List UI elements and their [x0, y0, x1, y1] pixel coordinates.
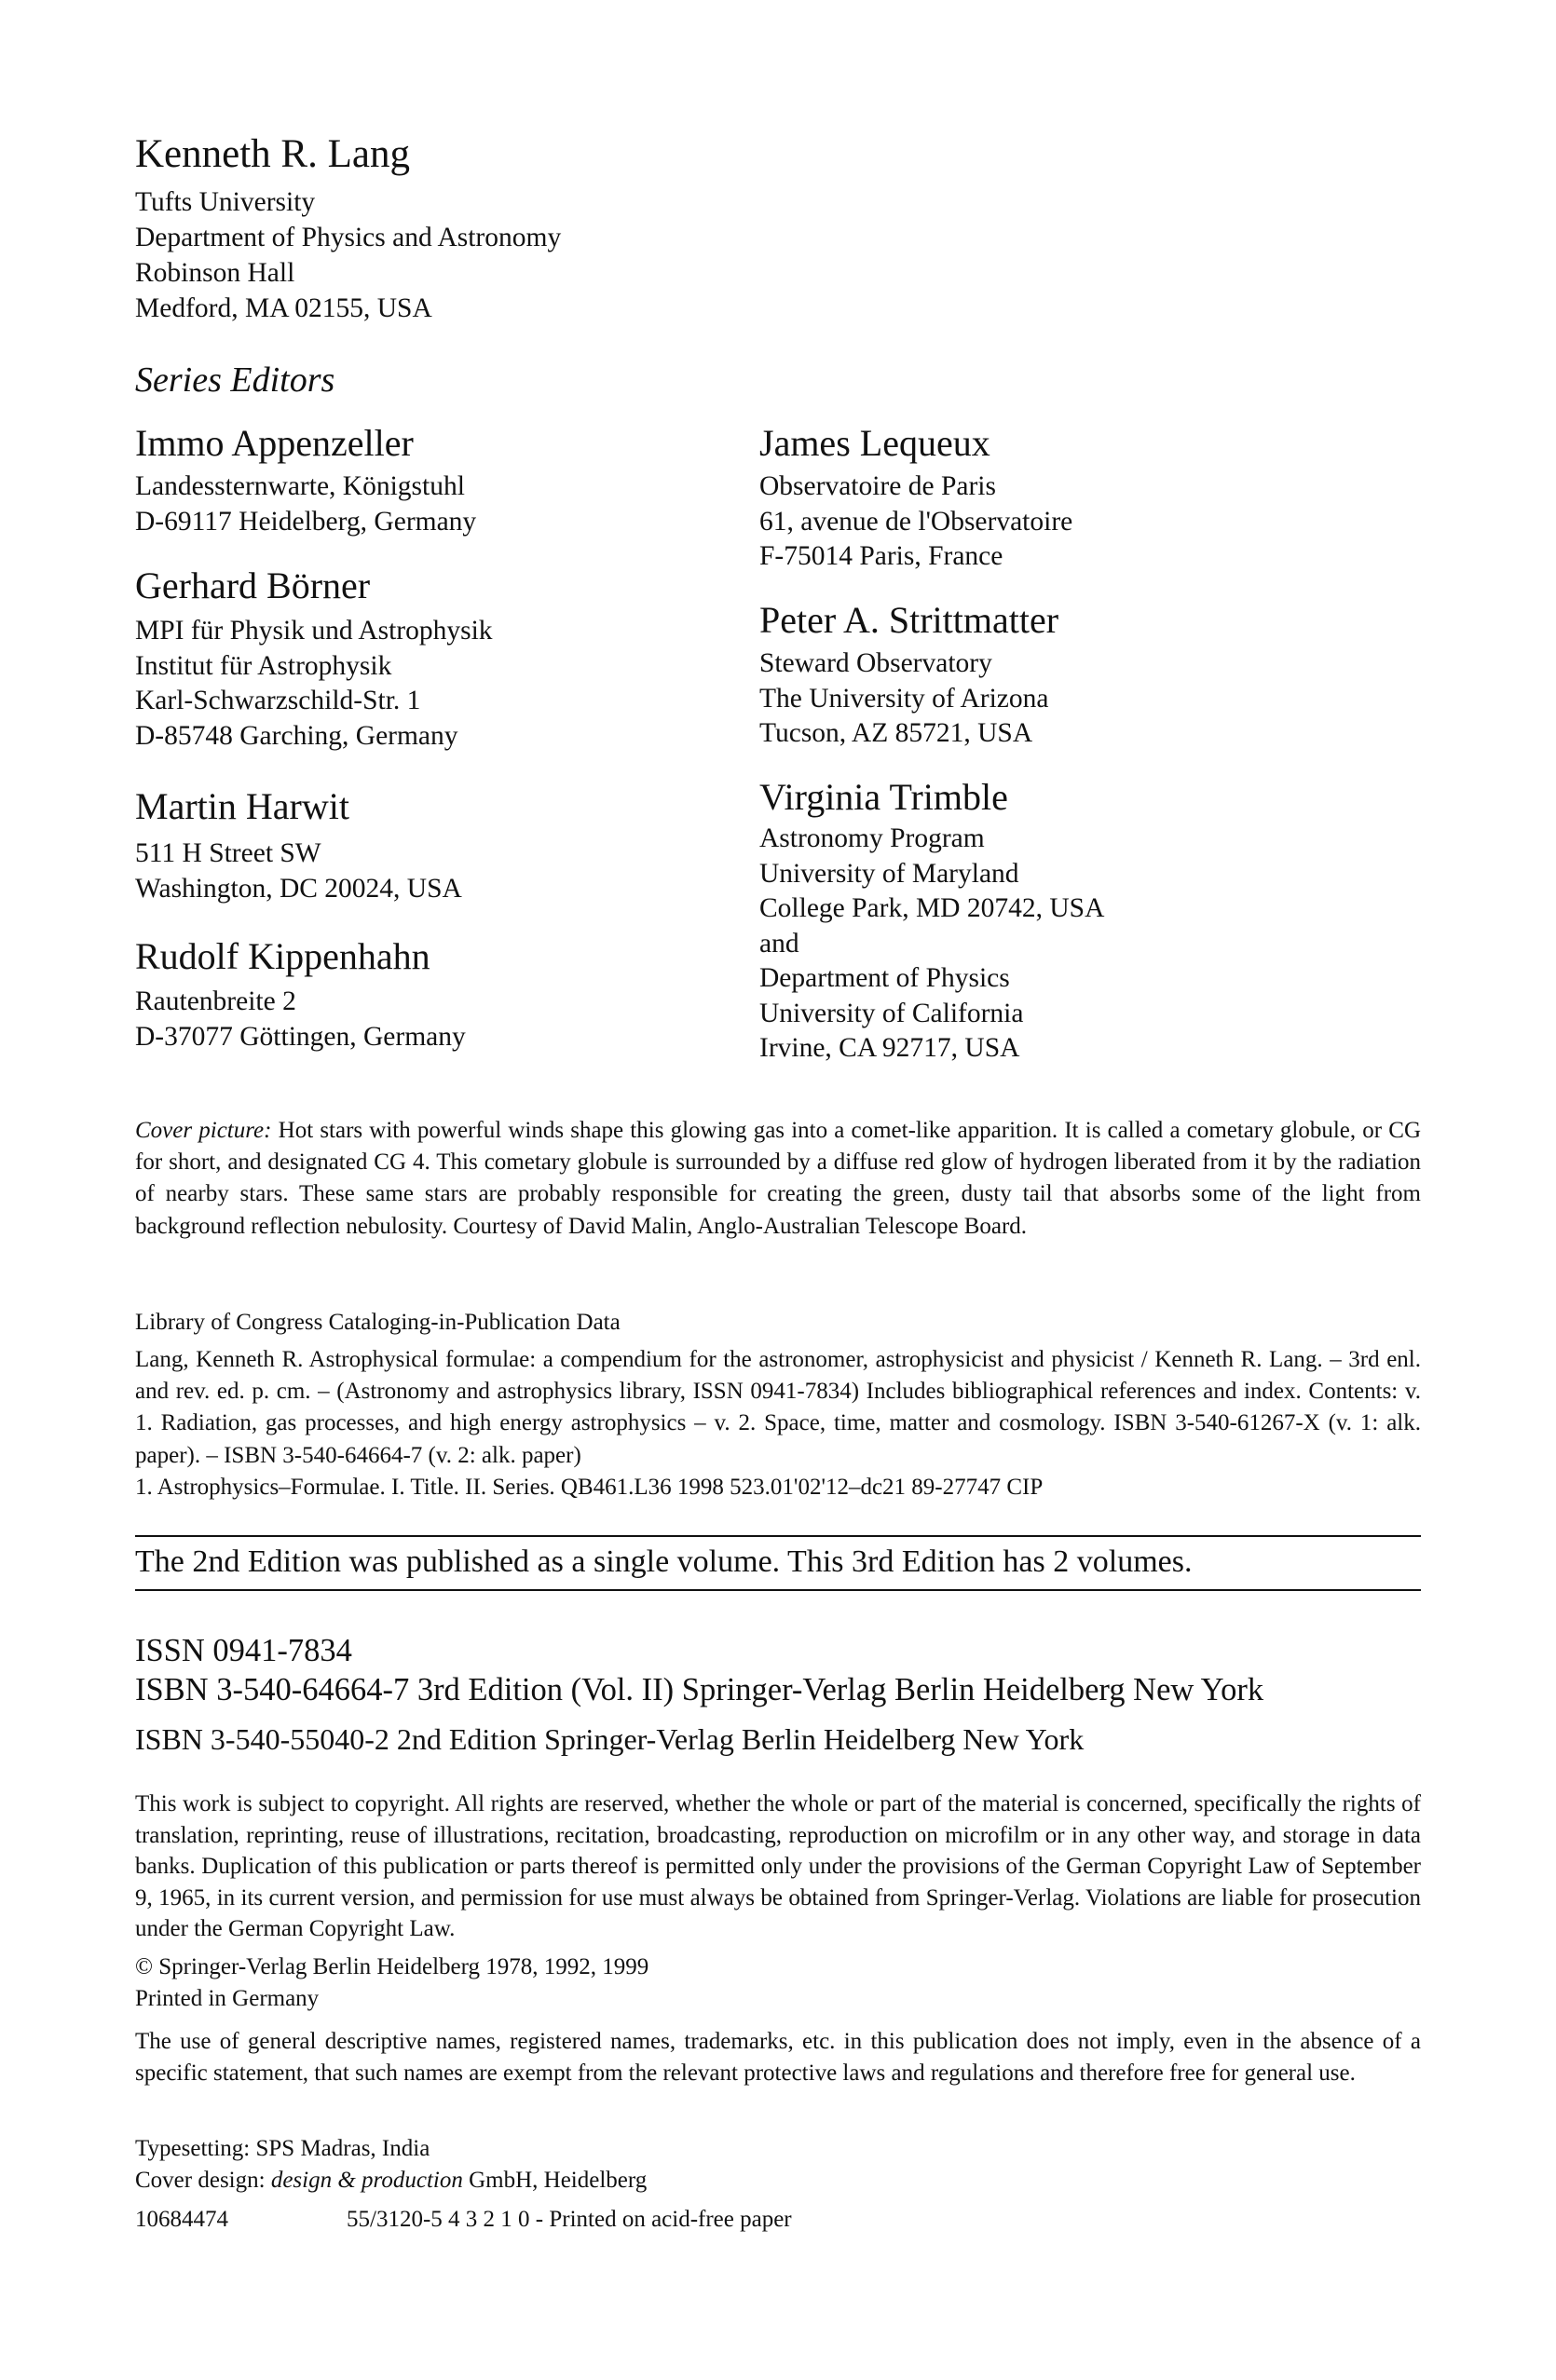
isbn-second-edition: ISBN 3-540-55040-2 2nd Edition Springer-Verlag Berlin Heidelberg New York: [135, 1722, 1085, 1756]
editor-address-line: Institut für Astrophysik: [135, 650, 392, 681]
editor-name: Immo Appenzeller: [135, 422, 414, 464]
editor-entry: [759, 775, 1104, 1067]
editor-address-line: Astronomy Program: [759, 823, 985, 853]
editor-name: Rudolf Kippenhahn: [135, 935, 430, 977]
loc-text: Lang, Kenneth R. Astrophysical formulae: a compendium for the astronomer, astrophysicist and physicist / Kenneth R. Lang. – 3rd enl. and rev. ed. p. cm. – (Astronomy and astrophysics library, ISSN 0941-7834) Includes bibliographical references and index. Contents: v. 1. Radiation, gas processes, and high energy astrophysics – v. 2. Space, time, matter and cosmology. ISBN 3-540-61267-X (v. 1: alk. paper). – ISBN 3-540-64664-7 (v. 2: alk. paper): [135, 1347, 1421, 1468]
editor-entry: [135, 934, 466, 1054]
cover-picture-paragraph: [135, 1115, 1421, 1243]
cover-picture-label: Cover picture:: [135, 1118, 272, 1143]
editor-entry: [135, 421, 476, 539]
editor-address-line: College Park, MD 20742, USA: [759, 893, 1105, 923]
divider-rule: [135, 1589, 1421, 1591]
editor-address-line: 511 H Street SW: [135, 838, 321, 868]
editor-address-line: F-75014 Paris, France: [759, 541, 1003, 571]
editor-address-line: MPI für Physik und Astrophysik: [135, 616, 493, 646]
author-address-line: Department of Physics and Astronomy: [135, 223, 562, 252]
copyright-paragraph: This work is subject to copyright. All rights are reserved, whether the whole or part of the material is concerned, specifically the rights of translation, reprinting, reuse of illustrations, recitation, broadcasting, reproduction on microfilm or in any other way, and storage in data banks. Duplication of this publication or parts thereof is permitted only under the provisions of the German Copyright Law of September 9, 1965, in its current version, and permission for use must always be obtained from Springer-Verlag. Violations are liable for prosecution under the German Copyright Law.: [135, 1791, 1421, 1941]
editor-address-line: University of California: [759, 998, 1024, 1028]
editor-address-line: Tucson, AZ 85721, USA: [759, 718, 1033, 748]
editor-address-line: Steward Observatory: [759, 648, 992, 678]
typesetting-line: Typesetting: SPS Madras, India: [135, 2136, 430, 2161]
copyright-notice: © Springer-Verlag Berlin Heidelberg 1978, 1992, 1999: [135, 1954, 649, 1979]
issn-line: ISSN 0941-7834: [135, 1633, 352, 1668]
editor-name: Peter A. Strittmatter: [759, 599, 1059, 641]
print-number: 10684474: [135, 2207, 228, 2232]
editor-address-line: D-37077 Göttingen, Germany: [135, 1021, 466, 1052]
editor-address-line: Observatoire de Paris: [759, 471, 996, 501]
editor-address-line: University of Maryland: [759, 858, 1019, 889]
editor-entry: [759, 421, 1072, 575]
editor-address-line: The University of Arizona: [759, 683, 1049, 714]
editor-name: Gerhard Börner: [135, 564, 371, 606]
editor-address-line: Irvine, CA 92717, USA: [759, 1033, 1020, 1063]
edition-notice: The 2nd Edition was published as a single volume. This 3rd Edition has 2 volumes.: [135, 1544, 1193, 1579]
editor-entry: [135, 564, 493, 754]
editor-address-line: D-85748 Garching, Germany: [135, 720, 458, 751]
editor-address-line: Rautenbreite 2: [135, 986, 296, 1016]
editor-name: Virginia Trimble: [759, 776, 1008, 818]
cover-design-name: design & production: [270, 2168, 463, 2193]
editor-address-line: Karl-Schwarzschild-Str. 1: [135, 686, 421, 715]
cover-design-line: [135, 2165, 647, 2196]
cover-design-rest: GmbH, Heidelberg: [469, 2168, 648, 2193]
author-address-line: Robinson Hall: [135, 258, 295, 288]
editor-entry: [759, 598, 1058, 752]
author-address-line: Medford, MA 02155, USA: [135, 293, 432, 323]
author-address-line: Tufts University: [135, 187, 316, 217]
editor-address-line: Landessternwarte, Königstuhl: [135, 471, 465, 501]
editor-name: James Lequeux: [759, 422, 990, 464]
editor-name: Martin Harwit: [135, 785, 349, 827]
printed-in: Printed in Germany: [135, 1986, 320, 2011]
editor-address-line: Washington, DC 20024, USA: [135, 873, 462, 904]
author-block: [135, 130, 561, 326]
divider-rule: [135, 1535, 1421, 1537]
loc-last-line: 1. Astrophysics–Formulae. I. Title. II. Series. QB461.L36 1998 523.01'02'12–dc21 89-27747 CIP: [135, 1475, 1044, 1500]
author-name: Kenneth R. Lang: [135, 132, 410, 176]
editor-address-line: Department of Physics: [759, 963, 1010, 993]
printing-line: 55/3120-5 4 3 2 1 0 - Printed on acid-free paper: [347, 2207, 792, 2232]
loc-entry: [135, 1344, 1421, 1472]
series-editors-heading: Series Editors: [135, 360, 335, 400]
trademark-paragraph: The use of general descriptive names, registered names, trademarks, etc. in this publication does not imply, even in the absence of a specific statement, that such names are exempt from the relevant protective laws and regulations and therefore free for general use.: [135, 2029, 1421, 2086]
cover-picture-text: Hot stars with powerful winds shape this glowing gas into a comet-like apparition. It is called a cometary globule, or CG for short, and designated CG 4. This cometary globule is surrounded by a diffuse red glow of hydrogen liberated from it by the radiation of nearby stars. These same stars are probably responsible for creating the green, dusty tail that absorbs some of the light from background reflection nebulosity. Courtesy of David Malin, Anglo-Australian Telescope Board.: [135, 1118, 1422, 1239]
loc-heading: Library of Congress Cataloging-in-Publication Data: [135, 1310, 621, 1335]
editor-address-line: 61, avenue de l'Observatoire: [759, 506, 1073, 537]
editor-address-line: D-69117 Heidelberg, Germany: [135, 506, 477, 537]
editor-entry: [135, 784, 462, 906]
isbn-third-edition: ISBN 3-540-64664-7 3rd Edition (Vol. II) Springer-Verlag Berlin Heidelberg New York: [135, 1672, 1264, 1707]
editor-address-line: and: [759, 928, 799, 959]
cover-design-label: Cover design:: [135, 2168, 266, 2193]
